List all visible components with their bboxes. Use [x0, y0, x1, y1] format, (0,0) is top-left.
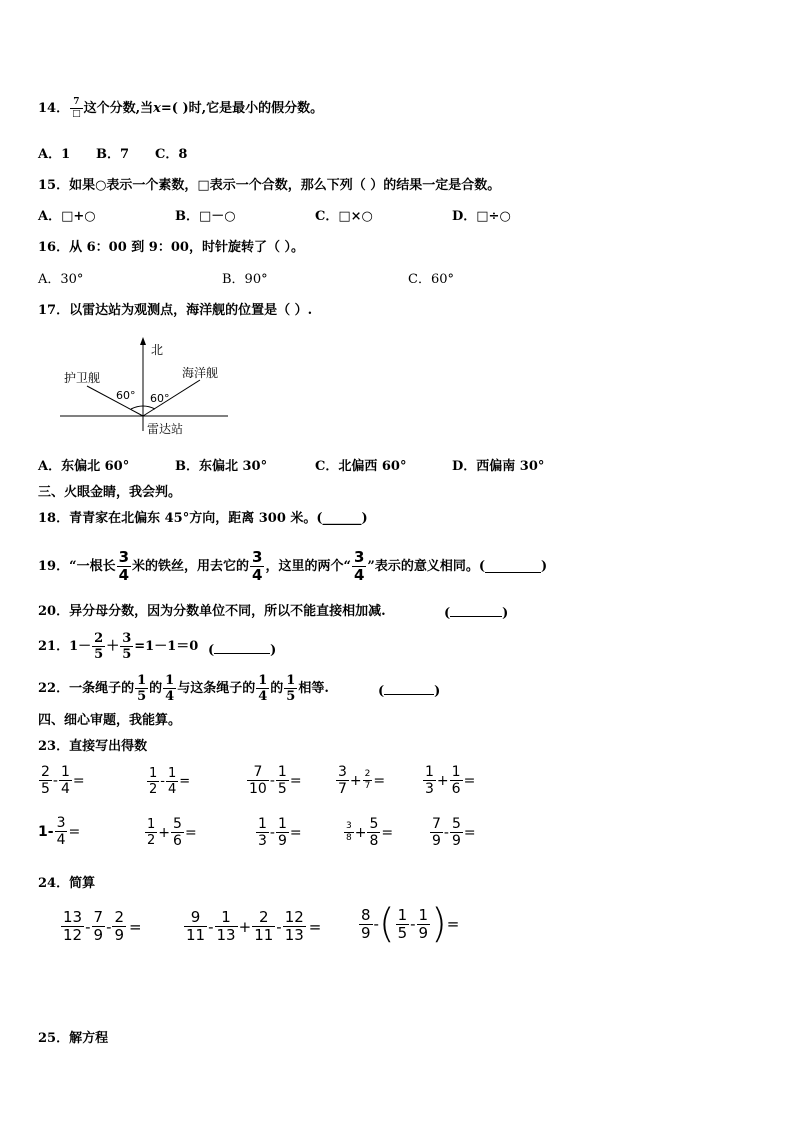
q23-item: [38, 816, 80, 847]
math-token: 7: [338, 781, 347, 797]
math-token: 4: [353, 566, 365, 584]
left-angle-label: 60°: [116, 389, 136, 402]
math-token: 1: [451, 764, 461, 780]
fraction: [215, 910, 238, 943]
math-token: 1-: [38, 823, 54, 840]
fraction: [171, 817, 184, 848]
math-token: ): [541, 558, 548, 574]
math-token: 1: [165, 673, 175, 688]
math-token: 1: [147, 817, 156, 832]
math-token: 1: [277, 816, 287, 832]
math-token: -: [269, 772, 275, 789]
math-token: 11: [186, 926, 206, 944]
q14-fraction: [70, 98, 83, 119]
math-token: 6: [451, 781, 461, 797]
q23-item: [343, 816, 393, 848]
math-token: 1: [221, 908, 231, 926]
math-token: 3: [338, 764, 347, 780]
math-token: =: [308, 917, 322, 936]
math-token: 1－: [69, 638, 92, 654]
math-token: “一根长: [69, 558, 116, 574]
math-token: -: [443, 824, 449, 841]
math-token: -: [85, 917, 91, 936]
math-token: (: [378, 901, 395, 947]
fraction: [252, 910, 275, 943]
q23-item: [429, 816, 476, 848]
math-token: =: [129, 917, 142, 936]
q19-fraction-2: [250, 550, 264, 583]
q21-answer: [208, 641, 276, 659]
math-token: +: [238, 917, 252, 936]
question-21: [38, 632, 198, 661]
q22-fraction-4: [284, 674, 297, 703]
q15-option-c: C．□×○: [315, 209, 373, 224]
math-token: +: [349, 772, 362, 789]
math-token: 19．: [38, 558, 70, 574]
q15-option-a: A．□+○: [38, 209, 96, 224]
q14-option-c: C．8: [155, 147, 188, 162]
section-3-heading: 三、火眼金睛，我会判。: [38, 485, 182, 500]
fraction: [363, 770, 373, 791]
math-token: (: [208, 643, 215, 658]
math-token: 5: [41, 781, 50, 797]
answer-blank: [450, 604, 502, 617]
math-token: 1: [167, 766, 177, 781]
q24-expression-3: [358, 901, 460, 947]
q15-option-d: D．□÷○: [452, 209, 511, 224]
math-token: 7: [432, 816, 441, 832]
math-token: 5: [451, 816, 461, 832]
math-token: -: [410, 915, 416, 933]
math-token: 9: [114, 926, 125, 944]
q23-item: [146, 766, 190, 796]
q17-option-c: C．北偏西 60°: [315, 459, 407, 474]
q16-option-c: C．60°: [408, 272, 454, 287]
math-token: 3: [346, 821, 352, 831]
math-token: 13: [63, 908, 83, 926]
math-token: 相等.: [298, 680, 329, 696]
fraction: [344, 822, 354, 843]
fraction: [112, 910, 126, 943]
math-token: 5: [286, 689, 296, 704]
math-token: 4: [165, 689, 175, 704]
q23-item: [335, 764, 385, 796]
q23-item: [422, 764, 475, 796]
math-token: 2: [149, 782, 158, 797]
math-token: 1: [258, 673, 268, 688]
math-token: =( )时,它是最小的假分数。: [160, 100, 324, 116]
math-token: -: [269, 824, 275, 841]
math-token: 1: [418, 905, 429, 924]
math-token: -: [208, 917, 214, 936]
q19-fraction-1: [117, 550, 131, 583]
right-ship-label: 海洋舰: [182, 366, 219, 380]
math-token: 3: [122, 631, 132, 646]
fraction: [247, 765, 269, 796]
fraction: [276, 817, 289, 848]
math-token: =: [446, 915, 460, 933]
question-17: 17．以雷达站为观测点，海洋舰的位置是（ ）.: [38, 303, 313, 318]
math-token: 这个分数,当: [83, 100, 154, 116]
math-token: =: [373, 772, 386, 789]
q23-item: [38, 764, 85, 796]
q21-fraction-1: [92, 632, 105, 661]
math-token: 2: [147, 833, 156, 848]
fraction: [61, 910, 84, 943]
math-token: 5: [369, 816, 379, 832]
math-token: 1: [286, 673, 296, 688]
math-token: 9: [93, 926, 104, 944]
fraction: [283, 910, 306, 943]
math-token: 的: [270, 680, 284, 696]
math-token: 9: [190, 908, 201, 926]
math-token: 4: [167, 782, 177, 797]
math-token: 2: [114, 908, 125, 926]
fraction: [92, 910, 106, 943]
question-15: 15．如果○表示一个素数，□表示一个合数，那么下列（ ）的结果一定是合数。: [38, 178, 501, 193]
math-token: 4: [258, 689, 268, 704]
q17-option-a: A．东偏北 60°: [38, 459, 130, 474]
math-token: 22．: [38, 680, 70, 696]
fraction: [184, 910, 207, 943]
math-token: 2: [41, 764, 50, 780]
math-token: 5: [122, 647, 132, 662]
q17-option-b: B．东偏北 30°: [175, 459, 268, 474]
math-token: 21．: [38, 638, 70, 654]
math-token: =: [381, 824, 394, 841]
math-token: -: [276, 917, 282, 936]
fraction: [147, 767, 159, 796]
math-token: 1: [397, 905, 408, 924]
fraction: [276, 765, 289, 796]
q24-expression-1: [60, 908, 142, 943]
math-token: 12: [284, 908, 304, 926]
math-token: (: [444, 606, 451, 621]
math-token: 13: [284, 926, 304, 944]
fraction: [450, 817, 463, 848]
math-token: =: [68, 823, 81, 840]
math-token: 1: [277, 764, 287, 780]
math-token: x: [153, 100, 161, 116]
math-token: 一条绳子的: [69, 680, 135, 696]
math-token: ): [434, 684, 441, 699]
math-token: =: [72, 772, 85, 789]
answer-blank: [485, 560, 541, 573]
fraction: [430, 817, 443, 848]
math-token: 8: [346, 833, 352, 843]
fraction: [367, 817, 380, 848]
question-25-title: 25．解方程: [38, 1031, 109, 1046]
question-24-title: 24．简算: [38, 876, 96, 891]
question-16: 16．从 6：00 到 9：00，时针旋转了（ ）。: [38, 240, 304, 255]
math-token: -: [106, 917, 112, 936]
q14-number: 14．: [38, 100, 70, 116]
q22-answer: [378, 682, 440, 700]
math-token: 13: [216, 926, 236, 944]
math-token: -: [373, 915, 379, 933]
north-label: 北: [151, 343, 164, 357]
math-token: 4: [60, 781, 70, 797]
fraction: [55, 816, 68, 847]
fraction: [256, 817, 269, 848]
math-token: 3: [118, 548, 130, 566]
math-token: =1－1＝0: [134, 638, 199, 654]
fraction: [59, 765, 72, 796]
math-token: 9: [277, 833, 287, 849]
math-token: 5: [94, 647, 104, 662]
math-token: 5: [173, 816, 182, 832]
fraction: [450, 765, 463, 796]
q23-item: [255, 816, 302, 848]
math-token: 5: [277, 781, 287, 797]
math-token: 12: [63, 926, 83, 944]
math-token: 2: [364, 769, 371, 779]
math-token: 6: [173, 833, 182, 849]
math-token: =: [289, 772, 302, 789]
math-token: 7: [253, 764, 263, 780]
q19-fraction-3: [352, 550, 366, 583]
q23-item: [246, 764, 302, 796]
fraction: [166, 767, 178, 796]
math-token: 3: [252, 548, 263, 566]
math-token: 10: [249, 781, 267, 797]
math-token: 3: [56, 815, 66, 831]
math-token: 4: [252, 566, 263, 584]
math-token: (: [378, 684, 385, 699]
question-23-title: 23．直接写出得数: [38, 739, 148, 754]
fraction: [336, 765, 349, 796]
math-token: +: [158, 824, 171, 841]
math-token: 3: [425, 781, 434, 797]
fraction: [359, 905, 373, 942]
fraction: [423, 765, 436, 796]
math-token: 3: [353, 548, 365, 566]
q22-fraction-3: [256, 674, 269, 703]
math-token: ): [502, 606, 509, 621]
math-token: -: [52, 772, 58, 789]
fraction: [39, 765, 52, 796]
math-token: ”表示的意义相同。(: [367, 558, 486, 574]
q21-fraction-2: [120, 632, 133, 661]
station-label: 雷达站: [147, 422, 184, 436]
math-token: 8: [361, 905, 371, 924]
math-token: 9: [361, 923, 371, 942]
q16-option-a: A．30°: [38, 272, 84, 287]
math-token: =: [463, 824, 476, 841]
math-token: 4: [56, 832, 66, 848]
direction-diagram: [55, 333, 245, 443]
q16-option-b: B．90°: [222, 272, 268, 287]
q22-fraction-2: [163, 674, 176, 703]
math-token: +: [354, 824, 367, 841]
math-token: =: [184, 824, 197, 841]
math-token: ，这里的两个“: [265, 558, 351, 574]
math-token: =: [463, 772, 476, 789]
fraction: [145, 818, 157, 847]
math-token: 7: [73, 97, 80, 107]
math-token: □: [72, 109, 81, 119]
math-token: =: [289, 824, 302, 841]
math-token: 5: [137, 689, 147, 704]
math-token: 2: [94, 631, 104, 646]
math-token: 3: [258, 833, 267, 849]
math-token: 20．异分母分数，因为分数单位不同，所以不能直接相加减.: [38, 604, 386, 619]
math-token: 1: [149, 766, 158, 781]
math-token: 4: [118, 566, 130, 584]
question-19: [38, 550, 547, 583]
answer-blank: [384, 682, 434, 695]
fraction: [417, 905, 431, 942]
math-token: 7: [93, 908, 104, 926]
section-4-heading: 四、细心审题，我能算。: [38, 713, 182, 728]
north-arrowhead: [140, 337, 146, 345]
left-ship-label: 护卫舰: [64, 371, 101, 385]
q24-expression-2: [183, 908, 321, 943]
math-token: 1: [258, 816, 267, 832]
math-token: 9: [418, 923, 429, 942]
math-token: ＋: [106, 638, 120, 654]
q17-option-d: D．西偏南 30°: [452, 459, 545, 474]
answer-blank: [214, 641, 270, 654]
math-token: 米的铁丝，用去它的: [132, 558, 250, 574]
math-token: 1: [137, 673, 147, 688]
math-token: ): [431, 901, 447, 947]
math-token: 7: [364, 781, 371, 791]
math-token: 1: [425, 764, 434, 780]
q20-answer: [444, 604, 508, 622]
q14-option-a: A．1: [38, 147, 71, 162]
math-token: 的: [149, 680, 163, 696]
math-token: ): [270, 643, 277, 658]
q23-item: [144, 816, 197, 848]
math-token: 1: [60, 764, 70, 780]
q15-option-b: B．□－○: [175, 209, 236, 224]
math-token: 11: [254, 926, 274, 944]
math-token: =: [179, 774, 191, 789]
fraction: [396, 905, 410, 942]
math-token: +: [436, 772, 449, 789]
math-token: 5: [397, 923, 408, 942]
math-token: 与这条绳子的: [177, 680, 256, 696]
q22-fraction-1: [135, 674, 148, 703]
question-18: 18．青青家在北偏东 45°方向，距离 300 米。(______): [38, 511, 368, 526]
math-token: 9: [451, 833, 461, 849]
right-angle-label: 60°: [150, 392, 170, 405]
question-22: [38, 674, 329, 703]
question-20: [38, 604, 386, 620]
question-14: [38, 98, 323, 119]
math-token: -: [160, 774, 165, 789]
math-token: 9: [432, 833, 441, 849]
math-token: 8: [369, 833, 379, 849]
q14-option-b: B．7: [96, 147, 130, 162]
math-token: 2: [258, 908, 269, 926]
